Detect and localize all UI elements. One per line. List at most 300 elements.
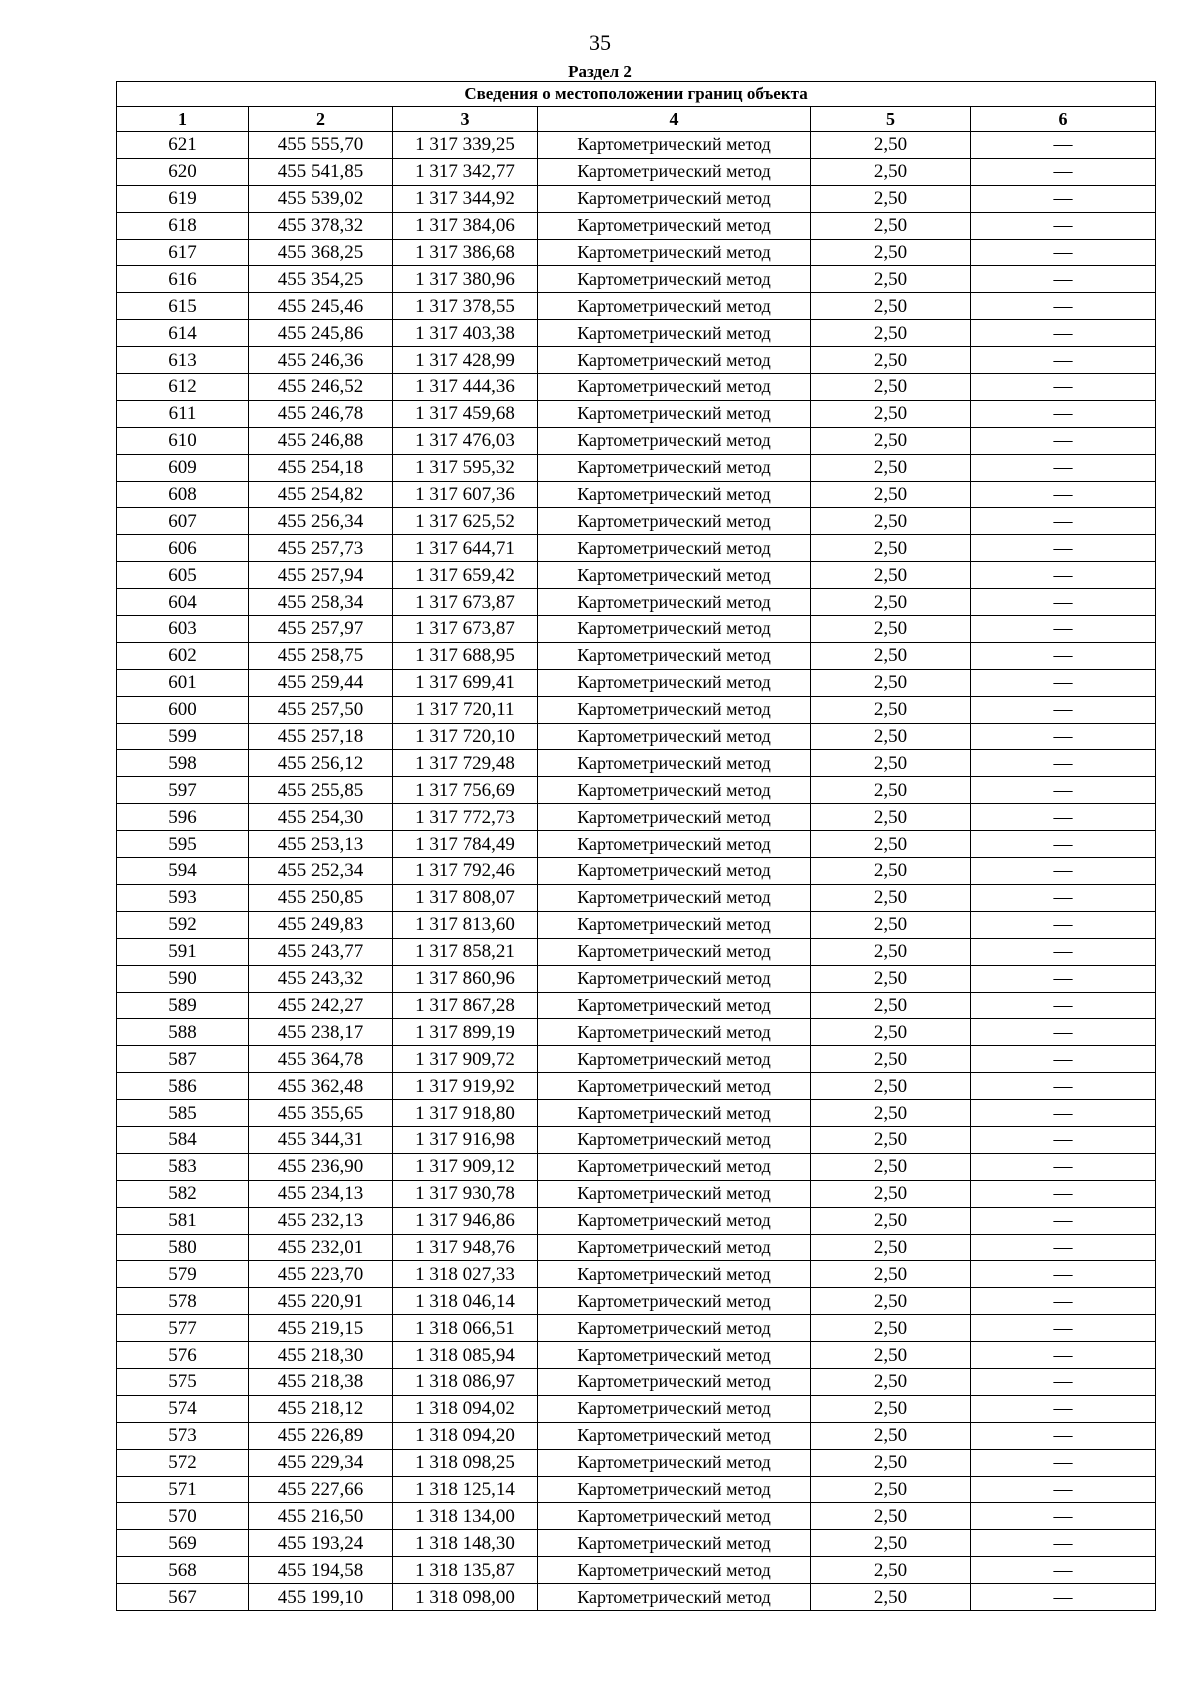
x-coordinate-cell: 455 246,78 [249, 400, 393, 427]
point-number-cell: 594 [117, 858, 249, 885]
x-coordinate-cell: 455 226,89 [249, 1422, 393, 1449]
x-coordinate-cell: 455 229,34 [249, 1449, 393, 1476]
description-cell: — [971, 1557, 1156, 1584]
determination-method-cell: Картометрический метод [538, 723, 811, 750]
accuracy-cell: 2,50 [811, 1126, 971, 1153]
table-row [117, 938, 1156, 965]
x-coordinate-cell: 455 234,13 [249, 1180, 393, 1207]
y-coordinate-cell: 1 317 858,21 [393, 938, 538, 965]
accuracy-cell: 2,50 [811, 992, 971, 1019]
point-number-cell: 596 [117, 804, 249, 831]
accuracy-cell: 2,50 [811, 1100, 971, 1127]
accuracy-cell: 2,50 [811, 266, 971, 293]
determination-method-cell: Картометрический метод [538, 669, 811, 696]
description-cell: — [971, 1342, 1156, 1369]
description-cell: — [971, 293, 1156, 320]
determination-method-cell: Картометрический метод [538, 1153, 811, 1180]
description-cell: — [971, 1126, 1156, 1153]
y-coordinate-cell: 1 317 673,87 [393, 589, 538, 616]
determination-method-cell: Картометрический метод [538, 992, 811, 1019]
accuracy-cell: 2,50 [811, 1315, 971, 1342]
point-number-cell: 607 [117, 508, 249, 535]
determination-method-cell: Картометрический метод [538, 481, 811, 508]
description-cell: — [971, 239, 1156, 266]
determination-method-cell: Картометрический метод [538, 1530, 811, 1557]
description-cell: — [971, 1368, 1156, 1395]
point-number-cell: 600 [117, 696, 249, 723]
description-cell: — [971, 562, 1156, 589]
accuracy-cell: 2,50 [811, 1019, 971, 1046]
accuracy-cell: 2,50 [811, 831, 971, 858]
accuracy-cell: 2,50 [811, 374, 971, 401]
point-number-cell: 578 [117, 1288, 249, 1315]
description-cell: — [971, 777, 1156, 804]
determination-method-cell: Картометрический метод [538, 616, 811, 643]
determination-method-cell: Картометрический метод [538, 1126, 811, 1153]
table-row [117, 1261, 1156, 1288]
description-cell: — [971, 1288, 1156, 1315]
determination-method-cell: Картометрический метод [538, 884, 811, 911]
table-row [117, 1503, 1156, 1530]
determination-method-cell: Картометрический метод [538, 132, 811, 159]
x-coordinate-cell: 455 246,52 [249, 374, 393, 401]
table-row [117, 884, 1156, 911]
point-number-cell: 573 [117, 1422, 249, 1449]
x-coordinate-cell: 455 368,25 [249, 239, 393, 266]
y-coordinate-cell: 1 318 085,94 [393, 1342, 538, 1369]
accuracy-cell: 2,50 [811, 1503, 971, 1530]
table-row [117, 1530, 1156, 1557]
point-number-cell: 598 [117, 750, 249, 777]
x-coordinate-cell: 455 255,85 [249, 777, 393, 804]
table-row [117, 1046, 1156, 1073]
table-row [117, 965, 1156, 992]
description-cell: — [971, 1234, 1156, 1261]
point-number-cell: 603 [117, 616, 249, 643]
description-cell: — [971, 1584, 1156, 1611]
y-coordinate-cell: 1 317 729,48 [393, 750, 538, 777]
y-coordinate-cell: 1 317 428,99 [393, 347, 538, 374]
point-number-cell: 580 [117, 1234, 249, 1261]
description-cell: — [971, 535, 1156, 562]
y-coordinate-cell: 1 318 098,00 [393, 1584, 538, 1611]
point-number-cell: 616 [117, 266, 249, 293]
point-number-cell: 611 [117, 400, 249, 427]
determination-method-cell: Картометрический метод [538, 1100, 811, 1127]
x-coordinate-cell: 455 243,32 [249, 965, 393, 992]
y-coordinate-cell: 1 318 094,20 [393, 1422, 538, 1449]
accuracy-cell: 2,50 [811, 1395, 971, 1422]
determination-method-cell: Картометрический метод [538, 158, 811, 185]
y-coordinate-cell: 1 317 946,86 [393, 1207, 538, 1234]
description-cell: — [971, 427, 1156, 454]
x-coordinate-cell: 455 257,73 [249, 535, 393, 562]
determination-method-cell: Картометрический метод [538, 454, 811, 481]
x-coordinate-cell: 455 254,18 [249, 454, 393, 481]
y-coordinate-cell: 1 317 916,98 [393, 1126, 538, 1153]
accuracy-cell: 2,50 [811, 965, 971, 992]
determination-method-cell: Картометрический метод [538, 777, 811, 804]
determination-method-cell: Картометрический метод [538, 804, 811, 831]
y-coordinate-cell: 1 317 403,38 [393, 320, 538, 347]
x-coordinate-cell: 455 257,97 [249, 616, 393, 643]
accuracy-cell: 2,50 [811, 427, 971, 454]
y-coordinate-cell: 1 317 659,42 [393, 562, 538, 589]
description-cell: — [971, 1422, 1156, 1449]
point-number-cell: 619 [117, 185, 249, 212]
accuracy-cell: 2,50 [811, 239, 971, 266]
determination-method-cell: Картометрический метод [538, 1261, 811, 1288]
x-coordinate-cell: 455 249,83 [249, 911, 393, 938]
x-coordinate-cell: 455 259,44 [249, 669, 393, 696]
x-coordinate-cell: 455 539,02 [249, 185, 393, 212]
y-coordinate-cell: 1 317 720,10 [393, 723, 538, 750]
accuracy-cell: 2,50 [811, 212, 971, 239]
description-cell: — [971, 1395, 1156, 1422]
table-row [117, 831, 1156, 858]
table-row [117, 1584, 1156, 1611]
accuracy-cell: 2,50 [811, 347, 971, 374]
point-number-cell: 577 [117, 1315, 249, 1342]
determination-method-cell: Картометрический метод [538, 1476, 811, 1503]
point-number-cell: 621 [117, 132, 249, 159]
y-coordinate-cell: 1 317 792,46 [393, 858, 538, 885]
determination-method-cell: Картометрический метод [538, 1422, 811, 1449]
point-number-cell: 587 [117, 1046, 249, 1073]
description-cell: — [971, 1207, 1156, 1234]
determination-method-cell: Картометрический метод [538, 831, 811, 858]
x-coordinate-cell: 455 250,85 [249, 884, 393, 911]
section-title: Раздел 2 [568, 62, 632, 81]
accuracy-cell: 2,50 [811, 911, 971, 938]
accuracy-cell: 2,50 [811, 616, 971, 643]
determination-method-cell: Картометрический метод [538, 965, 811, 992]
y-coordinate-cell: 1 317 384,06 [393, 212, 538, 239]
description-cell: — [971, 804, 1156, 831]
table-row [117, 1019, 1156, 1046]
description-cell: — [971, 884, 1156, 911]
point-number-cell: 597 [117, 777, 249, 804]
table-row [117, 1395, 1156, 1422]
y-coordinate-cell: 1 317 476,03 [393, 427, 538, 454]
determination-method-cell: Картометрический метод [538, 938, 811, 965]
accuracy-cell: 2,50 [811, 1234, 971, 1261]
accuracy-cell: 2,50 [811, 1422, 971, 1449]
y-coordinate-cell: 1 318 046,14 [393, 1288, 538, 1315]
table-row [117, 158, 1156, 185]
y-coordinate-cell: 1 317 380,96 [393, 266, 538, 293]
table-row [117, 1476, 1156, 1503]
x-coordinate-cell: 455 216,50 [249, 1503, 393, 1530]
point-number-cell: 586 [117, 1073, 249, 1100]
y-coordinate-cell: 1 317 342,77 [393, 158, 538, 185]
y-coordinate-cell: 1 317 688,95 [393, 642, 538, 669]
description-cell: — [971, 858, 1156, 885]
determination-method-cell: Картометрический метод [538, 320, 811, 347]
accuracy-cell: 2,50 [811, 1584, 971, 1611]
x-coordinate-cell: 455 246,36 [249, 347, 393, 374]
accuracy-cell: 2,50 [811, 158, 971, 185]
determination-method-cell: Картометрический метод [538, 642, 811, 669]
table-row [117, 1126, 1156, 1153]
y-coordinate-cell: 1 317 607,36 [393, 481, 538, 508]
description-cell: — [971, 266, 1156, 293]
determination-method-cell: Картометрический метод [538, 1288, 811, 1315]
point-number-cell: 592 [117, 911, 249, 938]
x-coordinate-cell: 455 242,27 [249, 992, 393, 1019]
description-cell: — [971, 1073, 1156, 1100]
point-number-cell: 590 [117, 965, 249, 992]
accuracy-cell: 2,50 [811, 320, 971, 347]
determination-method-cell: Картометрический метод [538, 696, 811, 723]
table-row [117, 1315, 1156, 1342]
boundary-coordinates-table [116, 81, 1156, 1611]
point-number-cell: 567 [117, 1584, 249, 1611]
x-coordinate-cell: 455 254,30 [249, 804, 393, 831]
description-cell: — [971, 750, 1156, 777]
x-coordinate-cell: 455 258,75 [249, 642, 393, 669]
determination-method-cell: Картометрический метод [538, 400, 811, 427]
y-coordinate-cell: 1 317 644,71 [393, 535, 538, 562]
x-coordinate-cell: 455 354,25 [249, 266, 393, 293]
table-row [117, 1422, 1156, 1449]
accuracy-cell: 2,50 [811, 589, 971, 616]
accuracy-cell: 2,50 [811, 750, 971, 777]
point-number-cell: 599 [117, 723, 249, 750]
accuracy-cell: 2,50 [811, 884, 971, 911]
x-coordinate-cell: 455 257,94 [249, 562, 393, 589]
determination-method-cell: Картометрический метод [538, 1557, 811, 1584]
description-cell: — [971, 212, 1156, 239]
description-cell: — [971, 831, 1156, 858]
determination-method-cell: Картометрический метод [538, 427, 811, 454]
table-row [117, 911, 1156, 938]
point-number-cell: 615 [117, 293, 249, 320]
column-number-1: 1 [117, 107, 249, 132]
y-coordinate-cell: 1 317 378,55 [393, 293, 538, 320]
accuracy-cell: 2,50 [811, 1476, 971, 1503]
description-cell: — [971, 992, 1156, 1019]
accuracy-cell: 2,50 [811, 1288, 971, 1315]
point-number-cell: 588 [117, 1019, 249, 1046]
point-number-cell: 589 [117, 992, 249, 1019]
accuracy-cell: 2,50 [811, 454, 971, 481]
table-row [117, 1342, 1156, 1369]
page-number: 35 [589, 30, 611, 55]
determination-method-cell: Картометрический метод [538, 347, 811, 374]
point-number-cell: 604 [117, 589, 249, 616]
accuracy-cell: 2,50 [811, 1368, 971, 1395]
point-number-cell: 575 [117, 1368, 249, 1395]
determination-method-cell: Картометрический метод [538, 212, 811, 239]
point-number-cell: 612 [117, 374, 249, 401]
table-row [117, 696, 1156, 723]
y-coordinate-cell: 1 317 930,78 [393, 1180, 538, 1207]
y-coordinate-cell: 1 318 027,33 [393, 1261, 538, 1288]
table-row [117, 508, 1156, 535]
x-coordinate-cell: 455 364,78 [249, 1046, 393, 1073]
table-row [117, 669, 1156, 696]
description-cell: — [971, 481, 1156, 508]
y-coordinate-cell: 1 317 784,49 [393, 831, 538, 858]
x-coordinate-cell: 455 232,01 [249, 1234, 393, 1261]
accuracy-cell: 2,50 [811, 1449, 971, 1476]
table-row [117, 1180, 1156, 1207]
point-number-cell: 606 [117, 535, 249, 562]
table-row [117, 293, 1156, 320]
determination-method-cell: Картометрический метод [538, 1342, 811, 1369]
accuracy-cell: 2,50 [811, 481, 971, 508]
y-coordinate-cell: 1 317 673,87 [393, 616, 538, 643]
point-number-cell: 576 [117, 1342, 249, 1369]
table-row [117, 427, 1156, 454]
determination-method-cell: Картометрический метод [538, 1584, 811, 1611]
determination-method-cell: Картометрический метод [538, 535, 811, 562]
point-number-cell: 570 [117, 1503, 249, 1530]
point-number-cell: 602 [117, 642, 249, 669]
y-coordinate-cell: 1 317 948,76 [393, 1234, 538, 1261]
description-cell: — [971, 1180, 1156, 1207]
x-coordinate-cell: 455 541,85 [249, 158, 393, 185]
accuracy-cell: 2,50 [811, 777, 971, 804]
determination-method-cell: Картометрический метод [538, 858, 811, 885]
point-number-cell: 593 [117, 884, 249, 911]
x-coordinate-cell: 455 258,34 [249, 589, 393, 616]
table-row [117, 347, 1156, 374]
y-coordinate-cell: 1 317 860,96 [393, 965, 538, 992]
description-cell: — [971, 616, 1156, 643]
x-coordinate-cell: 455 246,88 [249, 427, 393, 454]
description-cell: — [971, 589, 1156, 616]
accuracy-cell: 2,50 [811, 1557, 971, 1584]
x-coordinate-cell: 455 245,46 [249, 293, 393, 320]
determination-method-cell: Картометрический метод [538, 750, 811, 777]
determination-method-cell: Картометрический метод [538, 562, 811, 589]
determination-method-cell: Картометрический метод [538, 1180, 811, 1207]
determination-method-cell: Картометрический метод [538, 185, 811, 212]
determination-method-cell: Картометрический метод [538, 1503, 811, 1530]
description-cell: — [971, 911, 1156, 938]
column-number-3: 3 [393, 107, 538, 132]
table-row [117, 1288, 1156, 1315]
table-body [117, 132, 1156, 1611]
point-number-cell: 601 [117, 669, 249, 696]
description-cell: — [971, 723, 1156, 750]
y-coordinate-cell: 1 317 386,68 [393, 239, 538, 266]
accuracy-cell: 2,50 [811, 508, 971, 535]
determination-method-cell: Картометрический метод [538, 293, 811, 320]
description-cell: — [971, 669, 1156, 696]
y-coordinate-cell: 1 317 699,41 [393, 669, 538, 696]
table-row [117, 374, 1156, 401]
point-number-cell: 571 [117, 1476, 249, 1503]
determination-method-cell: Картометрический метод [538, 1234, 811, 1261]
accuracy-cell: 2,50 [811, 562, 971, 589]
accuracy-cell: 2,50 [811, 1073, 971, 1100]
column-number-5: 5 [811, 107, 971, 132]
x-coordinate-cell: 455 344,31 [249, 1126, 393, 1153]
x-coordinate-cell: 455 256,34 [249, 508, 393, 535]
table-row [117, 535, 1156, 562]
accuracy-cell: 2,50 [811, 1207, 971, 1234]
table-row [117, 1100, 1156, 1127]
column-number-2: 2 [249, 107, 393, 132]
table-row [117, 266, 1156, 293]
accuracy-cell: 2,50 [811, 293, 971, 320]
accuracy-cell: 2,50 [811, 669, 971, 696]
determination-method-cell: Картометрический метод [538, 374, 811, 401]
x-coordinate-cell: 455 220,91 [249, 1288, 393, 1315]
y-coordinate-cell: 1 317 625,52 [393, 508, 538, 535]
y-coordinate-cell: 1 318 066,51 [393, 1315, 538, 1342]
point-number-cell: 585 [117, 1100, 249, 1127]
point-number-cell: 608 [117, 481, 249, 508]
description-cell: — [971, 1019, 1156, 1046]
x-coordinate-cell: 455 257,18 [249, 723, 393, 750]
y-coordinate-cell: 1 317 444,36 [393, 374, 538, 401]
description-cell: — [971, 1315, 1156, 1342]
table-row [117, 320, 1156, 347]
determination-method-cell: Картометрический метод [538, 911, 811, 938]
column-number-6: 6 [971, 107, 1156, 132]
y-coordinate-cell: 1 317 918,80 [393, 1100, 538, 1127]
y-coordinate-cell: 1 317 813,60 [393, 911, 538, 938]
x-coordinate-cell: 455 218,12 [249, 1395, 393, 1422]
y-coordinate-cell: 1 318 134,00 [393, 1503, 538, 1530]
description-cell: — [971, 1449, 1156, 1476]
determination-method-cell: Картометрический метод [538, 266, 811, 293]
accuracy-cell: 2,50 [811, 938, 971, 965]
accuracy-cell: 2,50 [811, 185, 971, 212]
point-number-cell: 582 [117, 1180, 249, 1207]
accuracy-cell: 2,50 [811, 858, 971, 885]
accuracy-cell: 2,50 [811, 1342, 971, 1369]
determination-method-cell: Картометрический метод [538, 1207, 811, 1234]
table-row [117, 1073, 1156, 1100]
description-cell: — [971, 1476, 1156, 1503]
x-coordinate-cell: 455 232,13 [249, 1207, 393, 1234]
point-number-cell: 574 [117, 1395, 249, 1422]
table-row [117, 454, 1156, 481]
table-row [117, 185, 1156, 212]
column-number-4: 4 [538, 107, 811, 132]
description-cell: — [971, 1153, 1156, 1180]
x-coordinate-cell: 455 243,77 [249, 938, 393, 965]
x-coordinate-cell: 455 253,13 [249, 831, 393, 858]
x-coordinate-cell: 455 252,34 [249, 858, 393, 885]
description-cell: — [971, 158, 1156, 185]
column-number-row [117, 107, 1156, 132]
accuracy-cell: 2,50 [811, 723, 971, 750]
y-coordinate-cell: 1 317 720,11 [393, 696, 538, 723]
accuracy-cell: 2,50 [811, 1261, 971, 1288]
point-number-cell: 583 [117, 1153, 249, 1180]
table-row [117, 1449, 1156, 1476]
description-cell: — [971, 1530, 1156, 1557]
table-row [117, 992, 1156, 1019]
accuracy-cell: 2,50 [811, 1153, 971, 1180]
table-row [117, 616, 1156, 643]
determination-method-cell: Картометрический метод [538, 239, 811, 266]
point-number-cell: 617 [117, 239, 249, 266]
description-cell: — [971, 374, 1156, 401]
y-coordinate-cell: 1 318 135,87 [393, 1557, 538, 1584]
accuracy-cell: 2,50 [811, 696, 971, 723]
description-cell: — [971, 1046, 1156, 1073]
x-coordinate-cell: 455 219,15 [249, 1315, 393, 1342]
table-caption-row [117, 82, 1156, 107]
x-coordinate-cell: 455 218,38 [249, 1368, 393, 1395]
